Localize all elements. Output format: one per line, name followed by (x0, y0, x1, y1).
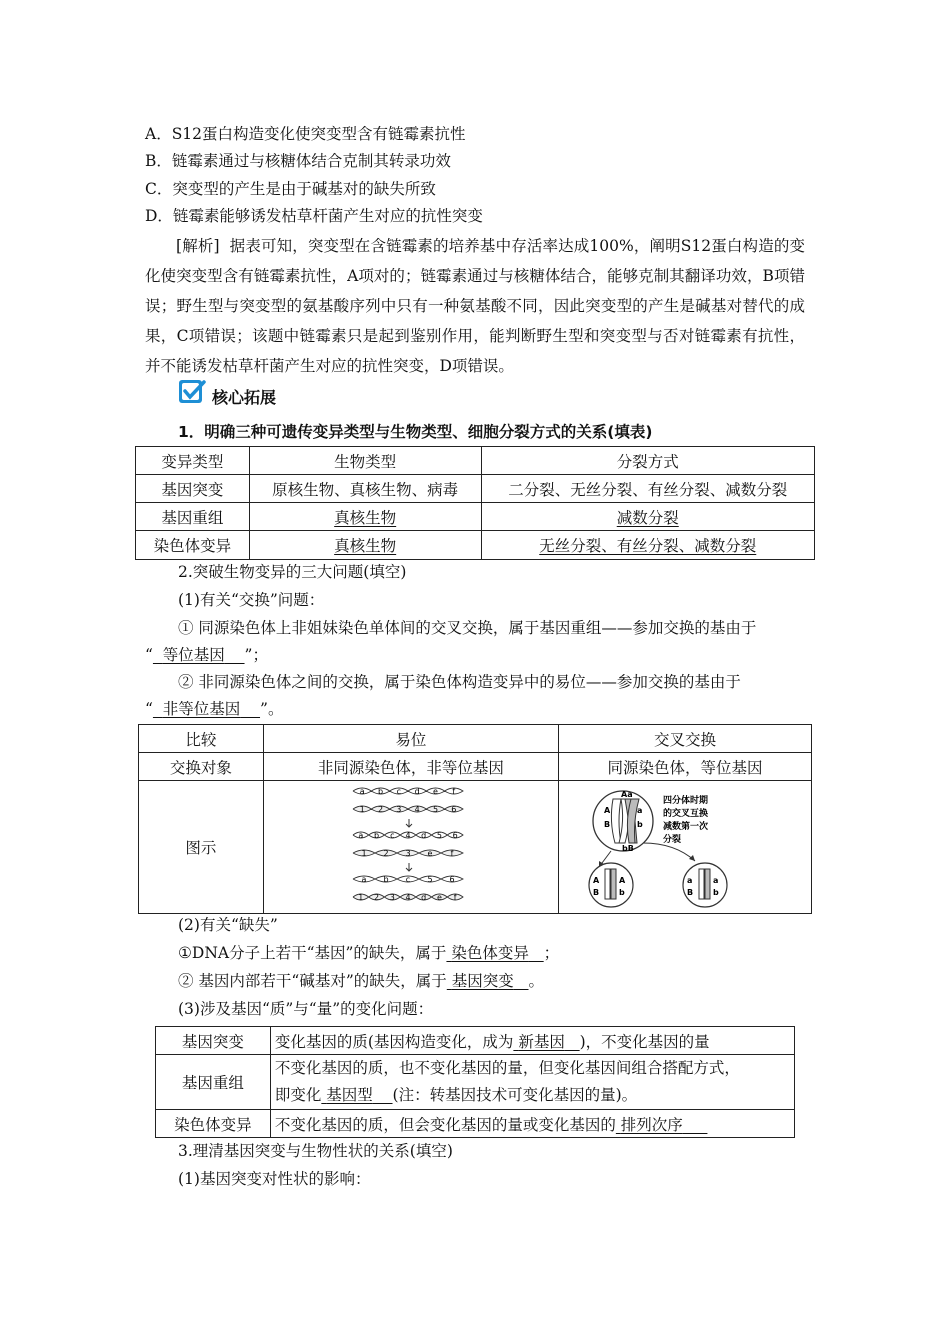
option-b: B．链霉素通过与核糖体结合克制其转录功效 (145, 152, 451, 170)
deletion-title: (2)有关“缺失” (178, 916, 278, 934)
option-d: D．链霉素能够诱发枯草杆菌产生对应的抗性突变 (145, 207, 483, 225)
gene-label: 6 (449, 875, 455, 884)
gene-label: 6 (452, 831, 458, 840)
text-run: 不变化基因的质，但会变化基因的量或变化基因的 (274, 1115, 616, 1134)
gene-label: a (637, 806, 643, 815)
table-cell: 基因重组 (136, 503, 250, 531)
table-cell: 同源染色体，等位基因 (559, 753, 812, 781)
fill-blank (513, 1033, 579, 1051)
gene-label: c (405, 875, 411, 884)
table-header: 易位 (263, 725, 558, 753)
translocation-diagram (351, 783, 471, 907)
gene-label: a (359, 787, 365, 796)
gene-label: 1 (358, 893, 364, 902)
option-c: C．突变型的产生是由于碱基对的缺失所致 (145, 180, 436, 198)
exchange-p2-end (145, 699, 283, 719)
text-run: ； (543, 944, 560, 962)
table-cell: 二分裂、无丝分裂、有丝分裂、减数分裂 (481, 475, 815, 503)
blank-text: 染色体变异 (451, 944, 529, 962)
heading-2: 2.突破生物变异的三大问题(填空) (178, 563, 407, 581)
table-cell: 染色体变异 (136, 531, 250, 560)
fill-blank (153, 646, 245, 664)
fill-blank (321, 1086, 392, 1104)
gene-label: a (358, 831, 364, 840)
table-cell: 非同源染色体，非等位基因 (263, 753, 558, 781)
analysis-text: 据表可知，突变型在含链霉素的培养基中存活率达成100%，阐明S12蛋白构造的变化使突变型含有链霉素抗性，A项对的；链霉素通过与核糖体结合，能够克制其翻译功效，B项错误；野生型与突变型的氨基酸序列中只有一种氨基酸不同，因此突变型的产生是碱基对替代的成果，C项错误；该题中链霉素只是起到鉴别作用，能判断野生型和突变型与否对链霉素有抗性，并不能诱发枯草杆菌产生对应的抗性突变，D项错误。 (145, 237, 805, 375)
quote-close: ”。 (260, 700, 284, 718)
gene-label: 1 (361, 849, 367, 858)
heading-1: 1．明确三种可遗传变异类型与生物类型、细胞分裂方式的关系(填表) (178, 423, 653, 441)
crossover-diagram-cell (559, 781, 812, 914)
gene-label: 4 (405, 831, 411, 840)
blank-text: 基因突变 (451, 972, 514, 990)
gene-label: e (436, 893, 442, 902)
fill-blank: 真核生物 (334, 537, 397, 555)
table-header: 交叉交换 (559, 725, 812, 753)
gene-label: d (421, 831, 427, 840)
table-header: 生物类型 (249, 447, 481, 475)
option-a: A．S12蛋白构造变化使突变型含有链霉素抗性 (145, 125, 466, 143)
gene-label: 3 (396, 805, 402, 814)
table-header: 分裂方式 (481, 447, 815, 475)
deletion-p2 (178, 971, 544, 991)
table-cell: 交换对象 (139, 753, 264, 781)
table-cell (270, 1055, 794, 1110)
gene-label: 2 (373, 893, 380, 902)
gene-label: B (604, 820, 611, 829)
table-cell: 基因突变 (156, 1027, 271, 1055)
gene-label: b (377, 787, 383, 796)
analysis-paragraph (145, 231, 805, 381)
gene-label: B (687, 888, 694, 897)
text-run: ①DNA分子上若干“基因”的缺失，属于 (178, 944, 447, 962)
gene-label: b (637, 820, 643, 829)
table-cell (249, 503, 481, 531)
crossover-diagram (585, 781, 785, 909)
sub-heading-3: (1)基因突变对性状的影响： (178, 1170, 371, 1188)
gene-label: b (383, 875, 389, 884)
gene-label: f (450, 849, 454, 858)
table-header: 变异类型 (136, 447, 250, 475)
gene-label: f (453, 893, 457, 902)
exchange-title: (1)有关“交换”问题： (178, 591, 325, 609)
gene-label: 2 (377, 805, 383, 814)
down-arrow-icon (406, 819, 412, 827)
checkbox-icon (178, 379, 206, 409)
gene-label: a (687, 876, 693, 885)
gene-label: f (452, 787, 456, 796)
gene-label: a (361, 875, 367, 884)
quote-close: ”； (244, 646, 268, 664)
gene-label: c (389, 831, 395, 840)
down-arrow-icon (406, 863, 412, 871)
quality-title: (3)涉及基因“质”与“量”的变化问题： (178, 1000, 434, 1018)
gene-label: c (396, 787, 401, 796)
blank-text: 等位基因 (162, 646, 225, 664)
quote-open: “ (145, 700, 153, 718)
gene-label: A (593, 876, 600, 885)
gene-label: 3 (405, 849, 411, 858)
gene-label: b (373, 831, 380, 840)
chromosome-outline (353, 788, 463, 794)
table-cell: 图示 (139, 781, 264, 914)
translocation-diagram-cell (263, 781, 558, 914)
gene-label: B (593, 888, 600, 897)
fill-blank: 无丝分裂、有丝分裂、减数分裂 (539, 537, 757, 555)
gene-label: 3 (389, 893, 395, 902)
fill-blank (153, 700, 260, 718)
gene-label: 2 (383, 849, 389, 858)
table-cell: 原核生物、真核生物、病毒 (249, 475, 481, 503)
gene-label: 6 (451, 805, 457, 814)
table-cell (481, 531, 815, 560)
caption-line: 的交叉互换 (663, 809, 709, 819)
gene-label: 1 (359, 805, 365, 814)
variation-table (135, 446, 815, 560)
table-cell (249, 531, 481, 560)
fill-blank (616, 1116, 708, 1134)
table-cell (270, 1110, 794, 1138)
gene-label: 5 (427, 875, 433, 884)
fill-blank: 减数分裂 (616, 508, 679, 527)
gene-label: A (619, 876, 626, 885)
gene-label: bB (622, 844, 634, 853)
gene-label: b (619, 888, 625, 897)
blank-text: 非等位基因 (162, 700, 241, 718)
caption-line: 减数第一次 (663, 822, 709, 832)
exchange-p1-end (145, 645, 268, 665)
gene-label: A (604, 806, 611, 815)
gene-label: e (432, 787, 438, 796)
table-cell: 染色体变异 (156, 1110, 271, 1138)
exchange-table (138, 724, 812, 914)
gene-label: 5 (436, 831, 442, 840)
table-cell: 基因重组 (156, 1055, 271, 1110)
caption-line: 四分体时期 (663, 796, 709, 806)
text-run: 。 (528, 972, 545, 990)
gene-label: Aa (621, 790, 633, 799)
heading-3: 3.理清基因突变与生物性状的关系(填空) (178, 1142, 453, 1160)
chromosome-outline (353, 806, 463, 812)
gene-label: d (414, 787, 420, 796)
section-title: 核心拓展 (212, 388, 277, 407)
text-run: 变化基因的质(基因构造变化，成为 (274, 1032, 514, 1051)
deletion-p1 (178, 943, 559, 963)
table-cell: 基因突变 (136, 475, 250, 503)
gene-label: 4 (405, 893, 411, 902)
quality-table (155, 1026, 795, 1138)
quote-open: “ (145, 646, 153, 664)
table-header: 比较 (139, 725, 264, 753)
table-cell (481, 503, 815, 531)
gene-label: d (421, 893, 427, 902)
text-run: 不变化基因的质，也不变化基因的量，但变化基因间组合搭配方式， (274, 1059, 740, 1077)
fill-blank (447, 972, 529, 990)
gene-label: b (713, 888, 719, 897)
gene-label: 4 (414, 805, 420, 814)
fill-blank: 真核生物 (334, 508, 397, 527)
blank-text: 新基因 (518, 1032, 565, 1051)
exchange-p2: ② 非同源染色体之间的交换，属于染色体构造变异中的易位——参加交换的基由于 (178, 673, 741, 691)
caption-line: 分裂 (663, 835, 682, 845)
gene-label: a (713, 876, 719, 885)
text-run: (注：转基因技术可变化基因的量)。 (392, 1086, 638, 1104)
table-cell (270, 1027, 794, 1055)
analysis-label: [解析] (176, 237, 220, 255)
text-run: )，不变化基因的量 (579, 1032, 710, 1051)
text-run: 即变化 (274, 1086, 322, 1104)
gene-label: e (427, 849, 433, 858)
blank-text: 基因型 (326, 1086, 373, 1104)
exchange-p1: ① 同源染色体上非姐妹染色单体间的交叉交换，属于基因重组——参加交换的基由于 (178, 619, 757, 637)
blank-text: 排列次序 (620, 1115, 683, 1134)
gene-label: 5 (432, 805, 438, 814)
text-run: ② 基因内部若干“碱基对”的缺失，属于 (178, 972, 447, 990)
fill-blank (446, 944, 543, 962)
